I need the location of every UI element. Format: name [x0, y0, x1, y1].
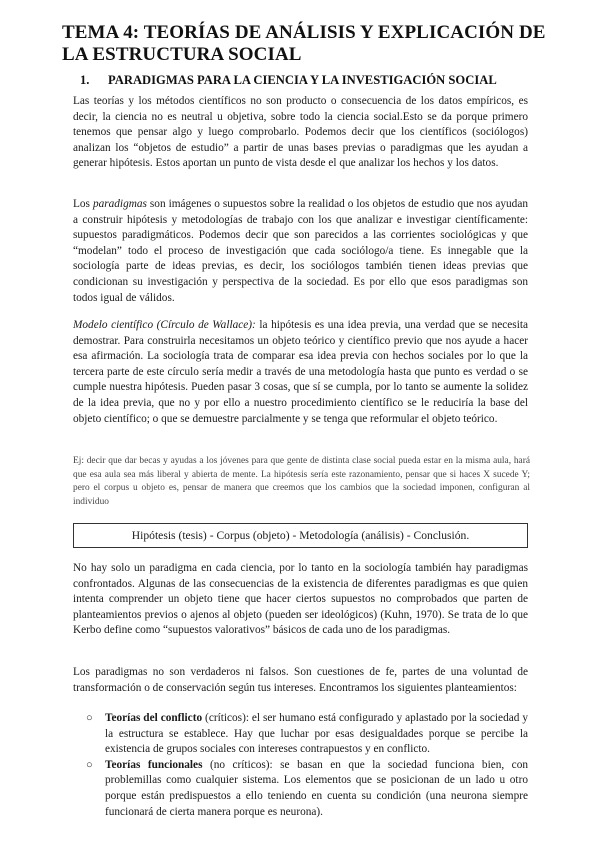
example-note: Ej: decir que dar becas y ayudas a los jóvenes para que gente de distinta clase social pueda estar en la misma aula, hará que esa aula sea más liberal y abierta de mente. La hipótesis sería este razonamiento, pensar que si haces X sucede Y; pero el corpus u objeto es, pensar de manera que creemos que los cambios que la sociedad imponen, configuran al individuo	[73, 456, 530, 507]
scientific-model-term: Modelo científico (Círculo de Wallace):	[73, 319, 256, 331]
list-item-term: Teorías del conflicto	[105, 712, 203, 724]
paradigms-body: son imágenes o supuestos sobre la realidad o los objetos de estudio que nos ayudan a construir hipótesis y metodologías de trabajo con los que analizar e investigar científicamente: supuestos paradigmáticos. Podemos decir que son parecidos a las corrientes sociológicas y que “modelan” todo el proceso de investigación que cada sociólogo/a tiene. Es innegable que la sociología parte de ideas previas, es decir, los sociólogos también tienen ideas previas que condicionan su investigación y perspectiva de la sociedad. Es por ello que esos paradigmas son todos igual de válidos.	[73, 198, 528, 304]
list-item	[73, 711, 528, 758]
paragraph-not-true-false: Los paradigmas no son verdaderos ni falsos. Son cuestiones de fe, partes de una voluntad de transformación o de conservación según tus intereses. Encontramos los siguientes planteamientos:	[73, 666, 528, 694]
section-number: 1.	[80, 73, 90, 87]
bullet-circle-icon: ○	[86, 758, 93, 771]
section-title: PARADIGMAS PARA LA CIENCIA Y LA INVESTIGACIÓN SOCIAL	[108, 73, 497, 87]
list-item	[73, 758, 528, 820]
list-item-term: Teorías funcionales	[105, 758, 203, 771]
bullet-circle-icon: ○	[86, 712, 93, 724]
approaches-list	[73, 711, 528, 820]
paradigms-lead: Los	[73, 198, 93, 210]
page-title: TEMA 4: TEORÍAS DE ANÁLISIS Y EXPLICACIÓN DE LA ESTRUCTURA SOCIAL	[62, 22, 546, 65]
paragraph-scientific-model	[73, 318, 528, 427]
method-sequence-box: Hipótesis (tesis) - Corpus (objeto) - Metodología (análisis) - Conclusión.	[73, 523, 528, 548]
paragraph-paradigms	[73, 197, 528, 306]
list-item-text: (críticos): el ser humano está configurado y aplastado por la sociedad y la estructura se establece. Hay que luchar por esas desigualdades porque se percibe la existencia de grupos sociales con intereses contrapuestos y en conflicto.	[105, 712, 528, 756]
paragraph-intro: Las teorías y los métodos científicos no son producto o consecuencia de los datos empíricos, es decir, la ciencia no es neutral u objetiva, sobre todo la ciencia social.Esto se da porque primero tenemos que pensar algo y luego comprobarlo. Podemos decir que los científicos (sociólogos) analizan los “objetos de estudio” a partir de unas bases previas o paradigmas que les ayudan a generar hipótesis. Estos aportan un punto de vista desde el que analizar los hechos y los datos.	[73, 95, 528, 170]
paradigms-term: paradigmas	[92, 198, 147, 210]
section-heading	[80, 73, 497, 87]
paragraph-confronted-paradigms: No hay solo un paradigma en cada ciencia, por lo tanto en la sociología también hay paradigmas confrontados. Algunas de las consecuencias de la existencia de diferentes paradigmas es que quien intenta comprender un objeto tiene que hacer ciertos supuestos no comprobados que parten de planteamientos previos o ajenos al objeto (pueden ser ideológicos) (Kuhn, 1970). Se trata de lo que Kerbo define como “supuestos valorativos” básicos de cada uno de los paradigmas.	[73, 562, 528, 637]
list-item-text: (no críticos): se basan en que la sociedad funciona bien, con problemillas como cualquier sistema. Los elementos que se posicionan de un lado u otro porque están predispuestos a ello teniendo en cuenta su condición (una neurona siempre funcionará de cierta manera porque es neurona).	[105, 758, 528, 818]
scientific-model-body: la hipótesis es una idea previa, una verdad que se necesita demostrar. Para construirla necesitamos un objeto teórico y científico previo que nos ayude a hacer esa afirmación. La sociología trata de comparar esa idea previa con hechos sociales por lo que la tercera parte de este círculo sería medir a través de una metodología hasta que punto es verdad o se cumple nuestra hipótesis. Pueden pasar 3 cosas, que sí se cumpla, por lo tanto se aumente la solidez de la idea previa, que no y por ello a nuestro procedimiento científico se le reduciría la base del objeto científico; o que se demuestre parcialmente y se tenga que reformular el objeto teórico.	[73, 319, 528, 425]
